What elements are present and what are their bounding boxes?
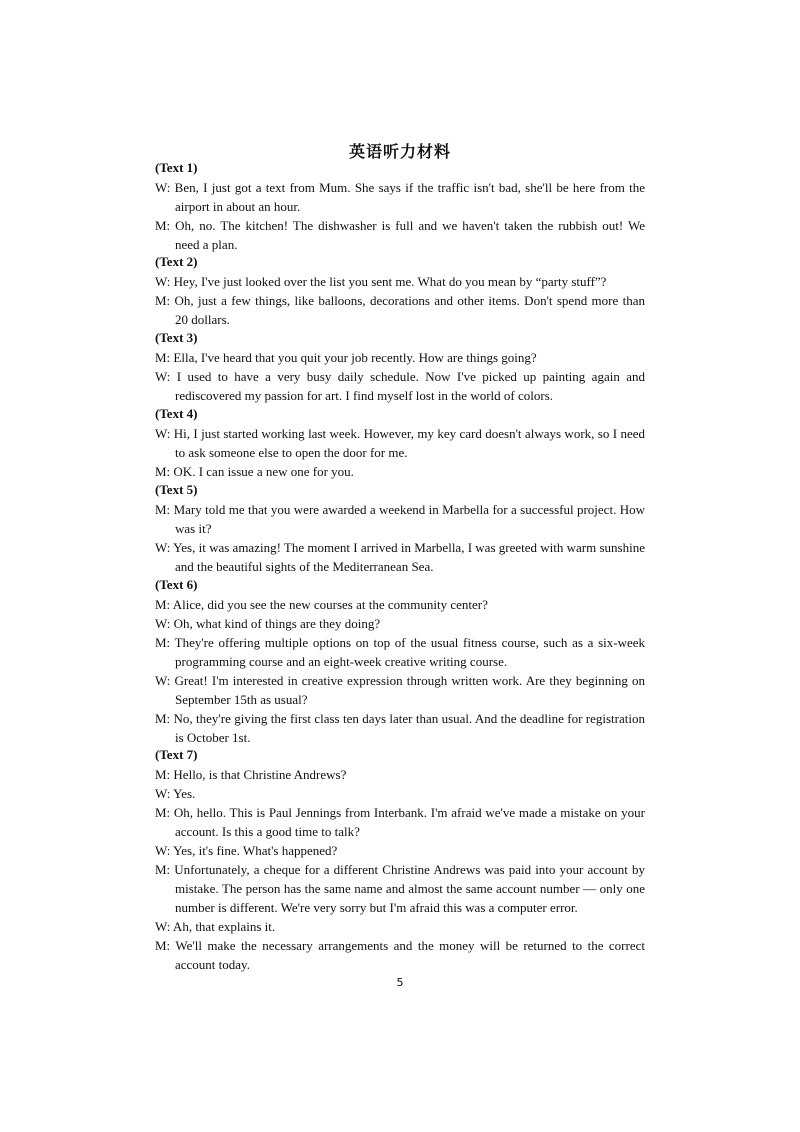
section-heading-text-3: (Text 3): [155, 330, 198, 345]
section-heading-text-7: (Text 7): [155, 747, 198, 762]
dialogue-line-continuation: airport in about an hour.: [175, 199, 301, 214]
dialogue-line: W: Yes, it was amazing! The moment I arrived in Marbella, I was greeted with warm sunshine: [155, 540, 645, 555]
dialogue-line: M: Unfortunately, a cheque for a different Christine Andrews was paid into your account by: [155, 862, 645, 877]
dialogue-line-continuation: to ask someone else to open the door for me.: [175, 445, 408, 460]
dialogue-line: W: I used to have a very busy daily schedule. Now I've picked up painting again and: [155, 369, 645, 384]
page-number: 5: [396, 976, 404, 989]
section-heading-text-4: (Text 4): [155, 406, 198, 421]
section-heading-text-6: (Text 6): [155, 577, 198, 592]
dialogue-line: W: Hey, I've just looked over the list you sent me. What do you mean by “party stuff”?: [155, 274, 607, 289]
dialogue-line: M: Alice, did you see the new courses at the community center?: [155, 597, 488, 612]
dialogue-line: M: Oh, just a few things, like balloons, decorations and other items. Don't spend more than: [155, 293, 645, 308]
dialogue-line: W: Hi, I just started working last week. However, my key card doesn't always work, so I need: [155, 426, 645, 441]
dialogue-line: W: Great! I'm interested in creative expression through written work. Are they beginning on: [155, 673, 645, 688]
dialogue-line: W: Oh, what kind of things are they doing?: [155, 616, 381, 631]
page-title: 英语听力材料: [348, 142, 451, 161]
dialogue-line: W: Ben, I just got a text from Mum. She says if the traffic isn't bad, she'll be here from the: [155, 180, 645, 195]
dialogue-line: W: Yes.: [155, 786, 196, 801]
dialogue-line-continuation: need a plan.: [175, 237, 238, 252]
dialogue-line: M: OK. I can issue a new one for you.: [155, 464, 354, 479]
dialogue-line: M: Oh, no. The kitchen! The dishwasher is full and we haven't taken the rubbish out! We: [155, 218, 645, 233]
dialogue-line-continuation: rediscovered my passion for art. I find myself lost in the world of colors.: [175, 388, 553, 403]
dialogue-line-continuation: 20 dollars.: [175, 312, 230, 327]
dialogue-line-continuation: account. Is this a good time to talk?: [175, 824, 360, 839]
dialogue-line-continuation: programming course and an eight-week creative writing course.: [175, 654, 508, 669]
dialogue-line: M: We'll make the necessary arrangements and the money will be returned to the correct: [155, 938, 645, 953]
dialogue-line-continuation: account today.: [175, 957, 250, 972]
section-heading-text-2: (Text 2): [155, 254, 198, 269]
dialogue-line: M: Oh, hello. This is Paul Jennings from Interbank. I'm afraid we've made a mistake on your: [155, 805, 645, 820]
dialogue-line-continuation: September 15th as usual?: [175, 692, 308, 707]
dialogue-line: M: They're offering multiple options on top of the usual fitness course, such as a six-week: [155, 635, 645, 650]
section-heading-text-1: (Text 1): [155, 160, 198, 175]
dialogue-line-continuation: was it?: [175, 521, 212, 536]
section-heading-text-5: (Text 5): [155, 482, 198, 497]
dialogue-line: W: Yes, it's fine. What's happened?: [155, 843, 338, 858]
dialogue-line-continuation: number is different. We're very sorry but I'm afraid this was a computer error.: [175, 900, 578, 915]
dialogue-line: W: Ah, that explains it.: [155, 919, 276, 934]
dialogue-line-continuation: mistake. The person has the same name and almost the same account number — only one: [175, 881, 645, 896]
dialogue-line: M: No, they're giving the first class ten days later than usual. And the deadline for registration: [155, 711, 645, 726]
dialogue-line: M: Ella, I've heard that you quit your job recently. How are things going?: [155, 350, 537, 365]
dialogue-line: M: Mary told me that you were awarded a weekend in Marbella for a successful project. How: [155, 502, 645, 517]
dialogue-line: M: Hello, is that Christine Andrews?: [155, 767, 347, 782]
dialogue-line-continuation: and the beautiful sights of the Mediterranean Sea.: [175, 559, 434, 574]
dialogue-line-continuation: is October 1st.: [175, 730, 251, 745]
